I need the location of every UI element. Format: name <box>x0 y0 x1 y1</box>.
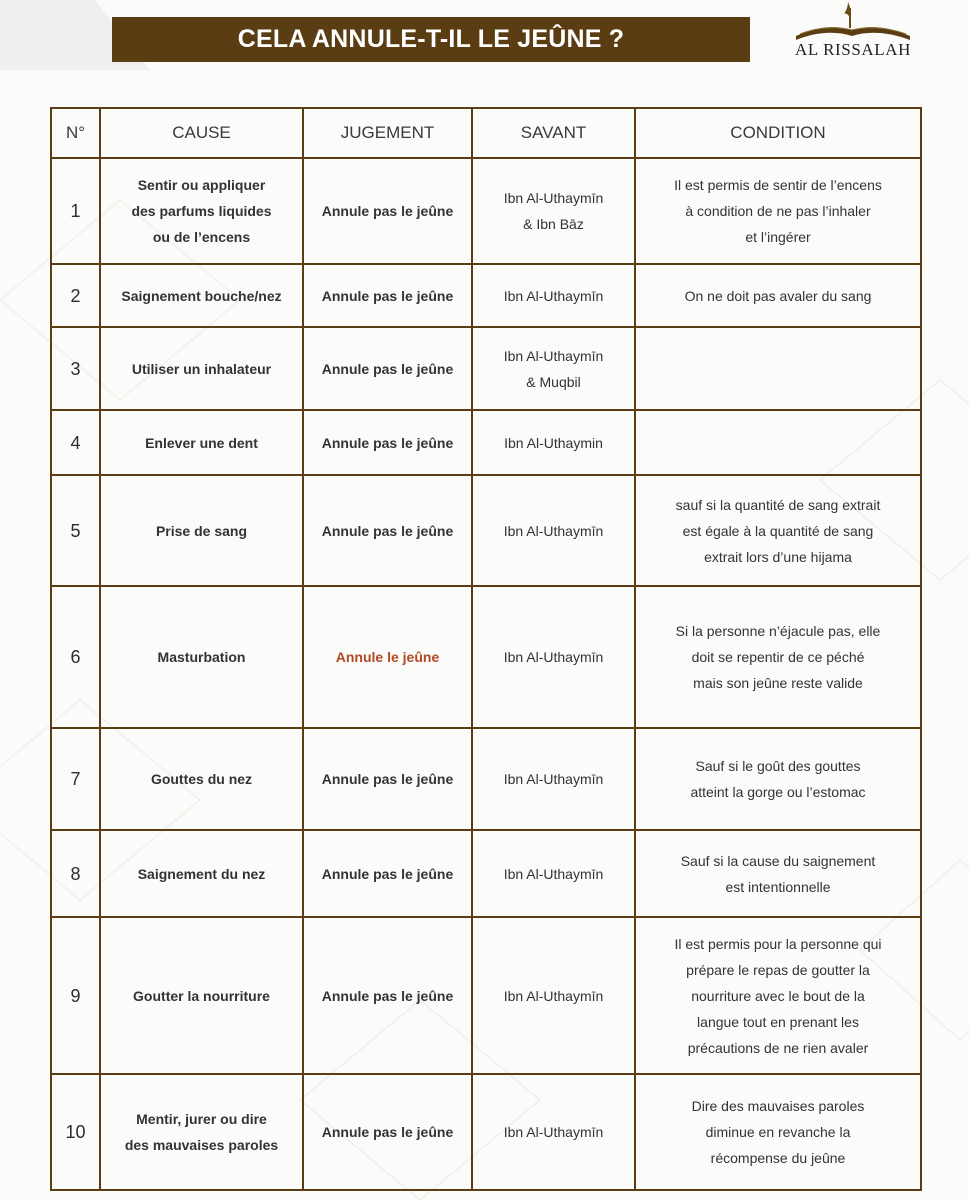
logo <box>786 0 920 70</box>
table-row <box>51 158 921 264</box>
jugement-cell-highlighted: Annule le jeûne <box>303 586 472 728</box>
jugement-cell: Annule pas le jeûne <box>303 728 472 830</box>
logo-text: AL RISSALAH <box>794 40 911 59</box>
condition-cell: Il est permis pour la personne qui prépare le repas de goutter la nourriture avec le bout de la langue tout en prenant les précautions de ne rien avaler <box>674 935 882 1056</box>
column-header-cause: CAUSE <box>100 108 303 158</box>
savant-cell: Ibn Al-Uthaymīn <box>503 522 604 539</box>
row-number: 6 <box>51 586 100 728</box>
table-row <box>51 728 921 830</box>
savant-cell: Ibn Al-Uthaymīn <box>503 649 604 665</box>
condition-cell: Sauf si la cause du saignement est intentionnelle <box>680 852 876 895</box>
rulings-table <box>50 107 922 1191</box>
jugement-cell: Annule pas le jeûne <box>303 410 472 475</box>
jugement-cell: Annule pas le jeûne <box>303 1074 472 1190</box>
row-number: 2 <box>51 264 100 327</box>
row-number: 5 <box>51 475 100 586</box>
cause-cell: Sentir ou appliquer des parfums liquides ou de l’encens <box>131 177 272 245</box>
savant-cell: Ibn Al-Uthaymīn & Muqbil <box>503 347 604 390</box>
table-header-row <box>51 108 921 158</box>
jugement-cell: Annule pas le jeûne <box>303 917 472 1074</box>
condition-cell: Dire des mauvaises paroles diminue en revanche la récompense du jeûne <box>691 1098 865 1166</box>
title-banner <box>112 17 750 62</box>
condition-cell: On ne doit pas avaler du sang <box>684 287 872 304</box>
savant-cell: Ibn Al-Uthaymīn <box>503 865 604 882</box>
cause-cell: Prise de sang <box>155 522 248 539</box>
table-row <box>51 264 921 327</box>
savant-cell: Ibn Al-Uthaymin <box>504 434 603 451</box>
condition-cell: Sauf si le goût des gouttes atteint la gorge ou l’estomac <box>690 758 866 800</box>
cause-cell: Goutter la nourriture <box>133 987 270 1004</box>
cause-cell: Enlever une dent <box>145 434 258 451</box>
cause-cell: Saignement du nez <box>137 865 266 882</box>
table-row <box>51 475 921 586</box>
jugement-cell: Annule pas le jeûne <box>303 327 472 410</box>
row-number: 3 <box>51 327 100 410</box>
row-number: 4 <box>51 410 100 475</box>
table-row <box>51 917 921 1074</box>
book-logo-icon <box>786 0 920 42</box>
cause-cell: Mentir, jurer ou dire des mauvaises paroles <box>124 1111 279 1153</box>
column-header-savant: SAVANT <box>472 108 635 158</box>
column-header-number: N° <box>51 108 100 158</box>
savant-cell: Ibn Al-Uthaymīn <box>503 771 604 787</box>
table-row <box>51 327 921 410</box>
row-number: 10 <box>51 1074 100 1190</box>
row-number: 8 <box>51 830 100 917</box>
row-number: 9 <box>51 917 100 1074</box>
column-header-jugement: JUGEMENT <box>303 108 472 158</box>
table-row <box>51 586 921 728</box>
savant-cell: Ibn Al-Uthaymīn <box>503 1124 604 1140</box>
cause-cell: Utiliser un inhalateur <box>131 360 272 377</box>
cause-cell: Masturbation <box>157 649 246 665</box>
cause-cell: Saignement bouche/nez <box>121 287 282 304</box>
rulings-table-container <box>50 107 920 1191</box>
row-number: 7 <box>51 728 100 830</box>
column-header-condition: CONDITION <box>635 108 921 158</box>
table-row <box>51 1074 921 1190</box>
jugement-cell: Annule pas le jeûne <box>303 158 472 264</box>
row-number: 1 <box>51 158 100 264</box>
savant-cell: Ibn Al-Uthaymīn <box>503 987 604 1004</box>
condition-cell: Si la personne n’éjacule pas, elle doit se repentir de ce péché mais son jeûne reste valide <box>675 623 881 691</box>
savant-cell: Ibn Al-Uthaymīn <box>503 287 604 304</box>
savant-cell: Ibn Al-Uthaymīn & Ibn Bāz <box>503 190 604 232</box>
jugement-cell: Annule pas le jeûne <box>303 264 472 327</box>
jugement-cell: Annule pas le jeûne <box>303 475 472 586</box>
cause-cell: Gouttes du nez <box>150 771 253 787</box>
table-row <box>51 830 921 917</box>
page-title: CELA ANNULE-T-IL LE JEÛNE ? <box>237 25 625 53</box>
condition-cell: sauf si la quantité de sang extrait est égale à la quantité de sang extrait lors d’une hijama <box>675 496 881 565</box>
jugement-cell: Annule pas le jeûne <box>303 830 472 917</box>
condition-cell: Il est permis de sentir de l’encens à condition de ne pas l’inhaler et l’ingérer <box>674 177 882 245</box>
table-row <box>51 410 921 475</box>
